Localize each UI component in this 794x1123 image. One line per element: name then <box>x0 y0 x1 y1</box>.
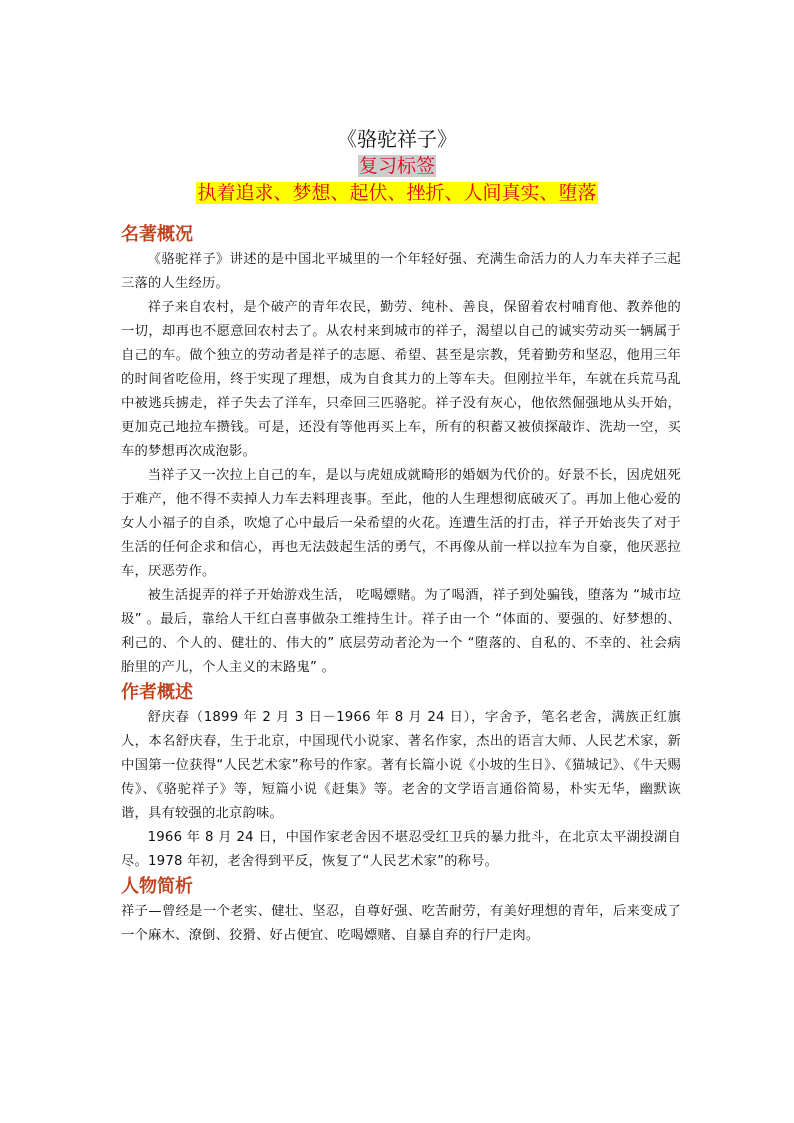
section-heading-author: 作者概述 <box>121 682 193 703</box>
author-paragraph-2: 1966 年 8 月 24 日，中国作家老舍因不堪忍受红卫兵的暴力批斗，在北京太平湖投湖自尽。1978 年初，老舍得到平反，恢复了“人民艺术家”的称号。 <box>121 830 681 869</box>
overview-paragraph-3: 当祥子又一次拉上自己的车，是以与虎妞成就畸形的婚姻为代价的。好景不长，因虎妞死于难产，他不得不卖掉人力车去料理丧事。至此，他的人生理想彻底破灭了。再加上他心爱的女人小福子的自杀，吹熄了心中最后一朵希望的火花。连遭生活的打击，祥子开始丧失了对于生活的任何企求和信心，再也无法鼓起生活的勇气，不再像从前一样以拉车为自豪，他厌恶拉车，厌恶劳作。 <box>121 468 681 579</box>
section-characters <box>121 874 681 948</box>
page-title: 《骆驼祥子》 <box>337 127 457 151</box>
section-overview <box>121 222 681 680</box>
section-heading-characters: 人物简析 <box>121 876 193 897</box>
keywords-text: 执着追求、梦想、起伏、挫折、人间真实、堕落 <box>197 182 597 204</box>
section-heading-overview: 名著概况 <box>121 224 193 245</box>
review-tag-label: 复习标签 <box>358 155 435 177</box>
review-tag-line <box>0 153 794 180</box>
main-content <box>121 222 681 948</box>
title-block <box>0 126 794 207</box>
keywords-line <box>0 180 794 207</box>
overview-paragraph-1: 《骆驼祥子》讲述的是中国北平城里的一个年轻好强、充满生命活力的人力车夫祥子三起三落的人生经历。 <box>121 252 681 291</box>
author-paragraph-1: 舒庆春（1899 年 2 月 3 日－1966 年 8 月 24 日），字舍予，笔名老舍，满族正红旗人，本名舒庆春，生于北京，中国现代小说家、著名作家，杰出的语言大师、人民艺术家，新中国第一位获得“人民艺术家”称号的作家。著有长篇小说《小坡的生日》、《猫城记》、《牛天赐传》、《骆驼祥子》等，短篇小说《赶集》等。老舍的文学语言通俗简易，朴实无华，幽默诙谐，具有较强的北京韵味。 <box>121 710 681 821</box>
character-paragraph-1: 祥子—曾经是一个老实、健壮、坚忍，自尊好强、吃苦耐劳，有美好理想的青年，后来变成了一个麻木、潦倒、狡猾、好占便宜、吃喝嫖赌、自暴自弃的行尸走肉。 <box>121 904 681 943</box>
section-author <box>121 680 681 874</box>
overview-paragraph-2: 祥子来自农村，是个破产的青年农民，勤劳、纯朴、善良，保留着农村哺育他、教养他的一切，却再也不愿意回农村去了。从农村来到城市的祥子，渴望以自己的诚实劳动买一辆属于自己的车。做个独立的劳动者是祥子的志愿、希望、甚至是宗教，凭着勤劳和坚忍，他用三年的时间省吃俭用，终于实现了理想，成为自食其力的上等车夫。但刚拉半年，车就在兵荒马乱中被逃兵掳走，祥子失去了洋车，只牵回三匹骆驼。祥子没有灰心，他依然倔强地从头开始，更加克己地拉车攒钱。可是，还没有等他再买上车，所有的积蓄又被侦探敲诈、洗劫一空，买车的梦想再次成泡影。 <box>121 300 681 459</box>
overview-paragraph-4: 被生活捉弄的祥子开始游戏生活， 吃喝嫖赌。为了喝酒，祥子到处骗钱，堕落为 “城市垃圾” 。最后，靠给人干红白喜事做杂工维持生计。祥子由一个 “体面的、要强的、好梦想的、利己的、个人的、健壮的、伟大的” 底层劳动者沦为一个 “堕落的、自私的、不幸的、社会病胎里的产儿，个人主义的末路鬼” 。 <box>121 588 681 675</box>
